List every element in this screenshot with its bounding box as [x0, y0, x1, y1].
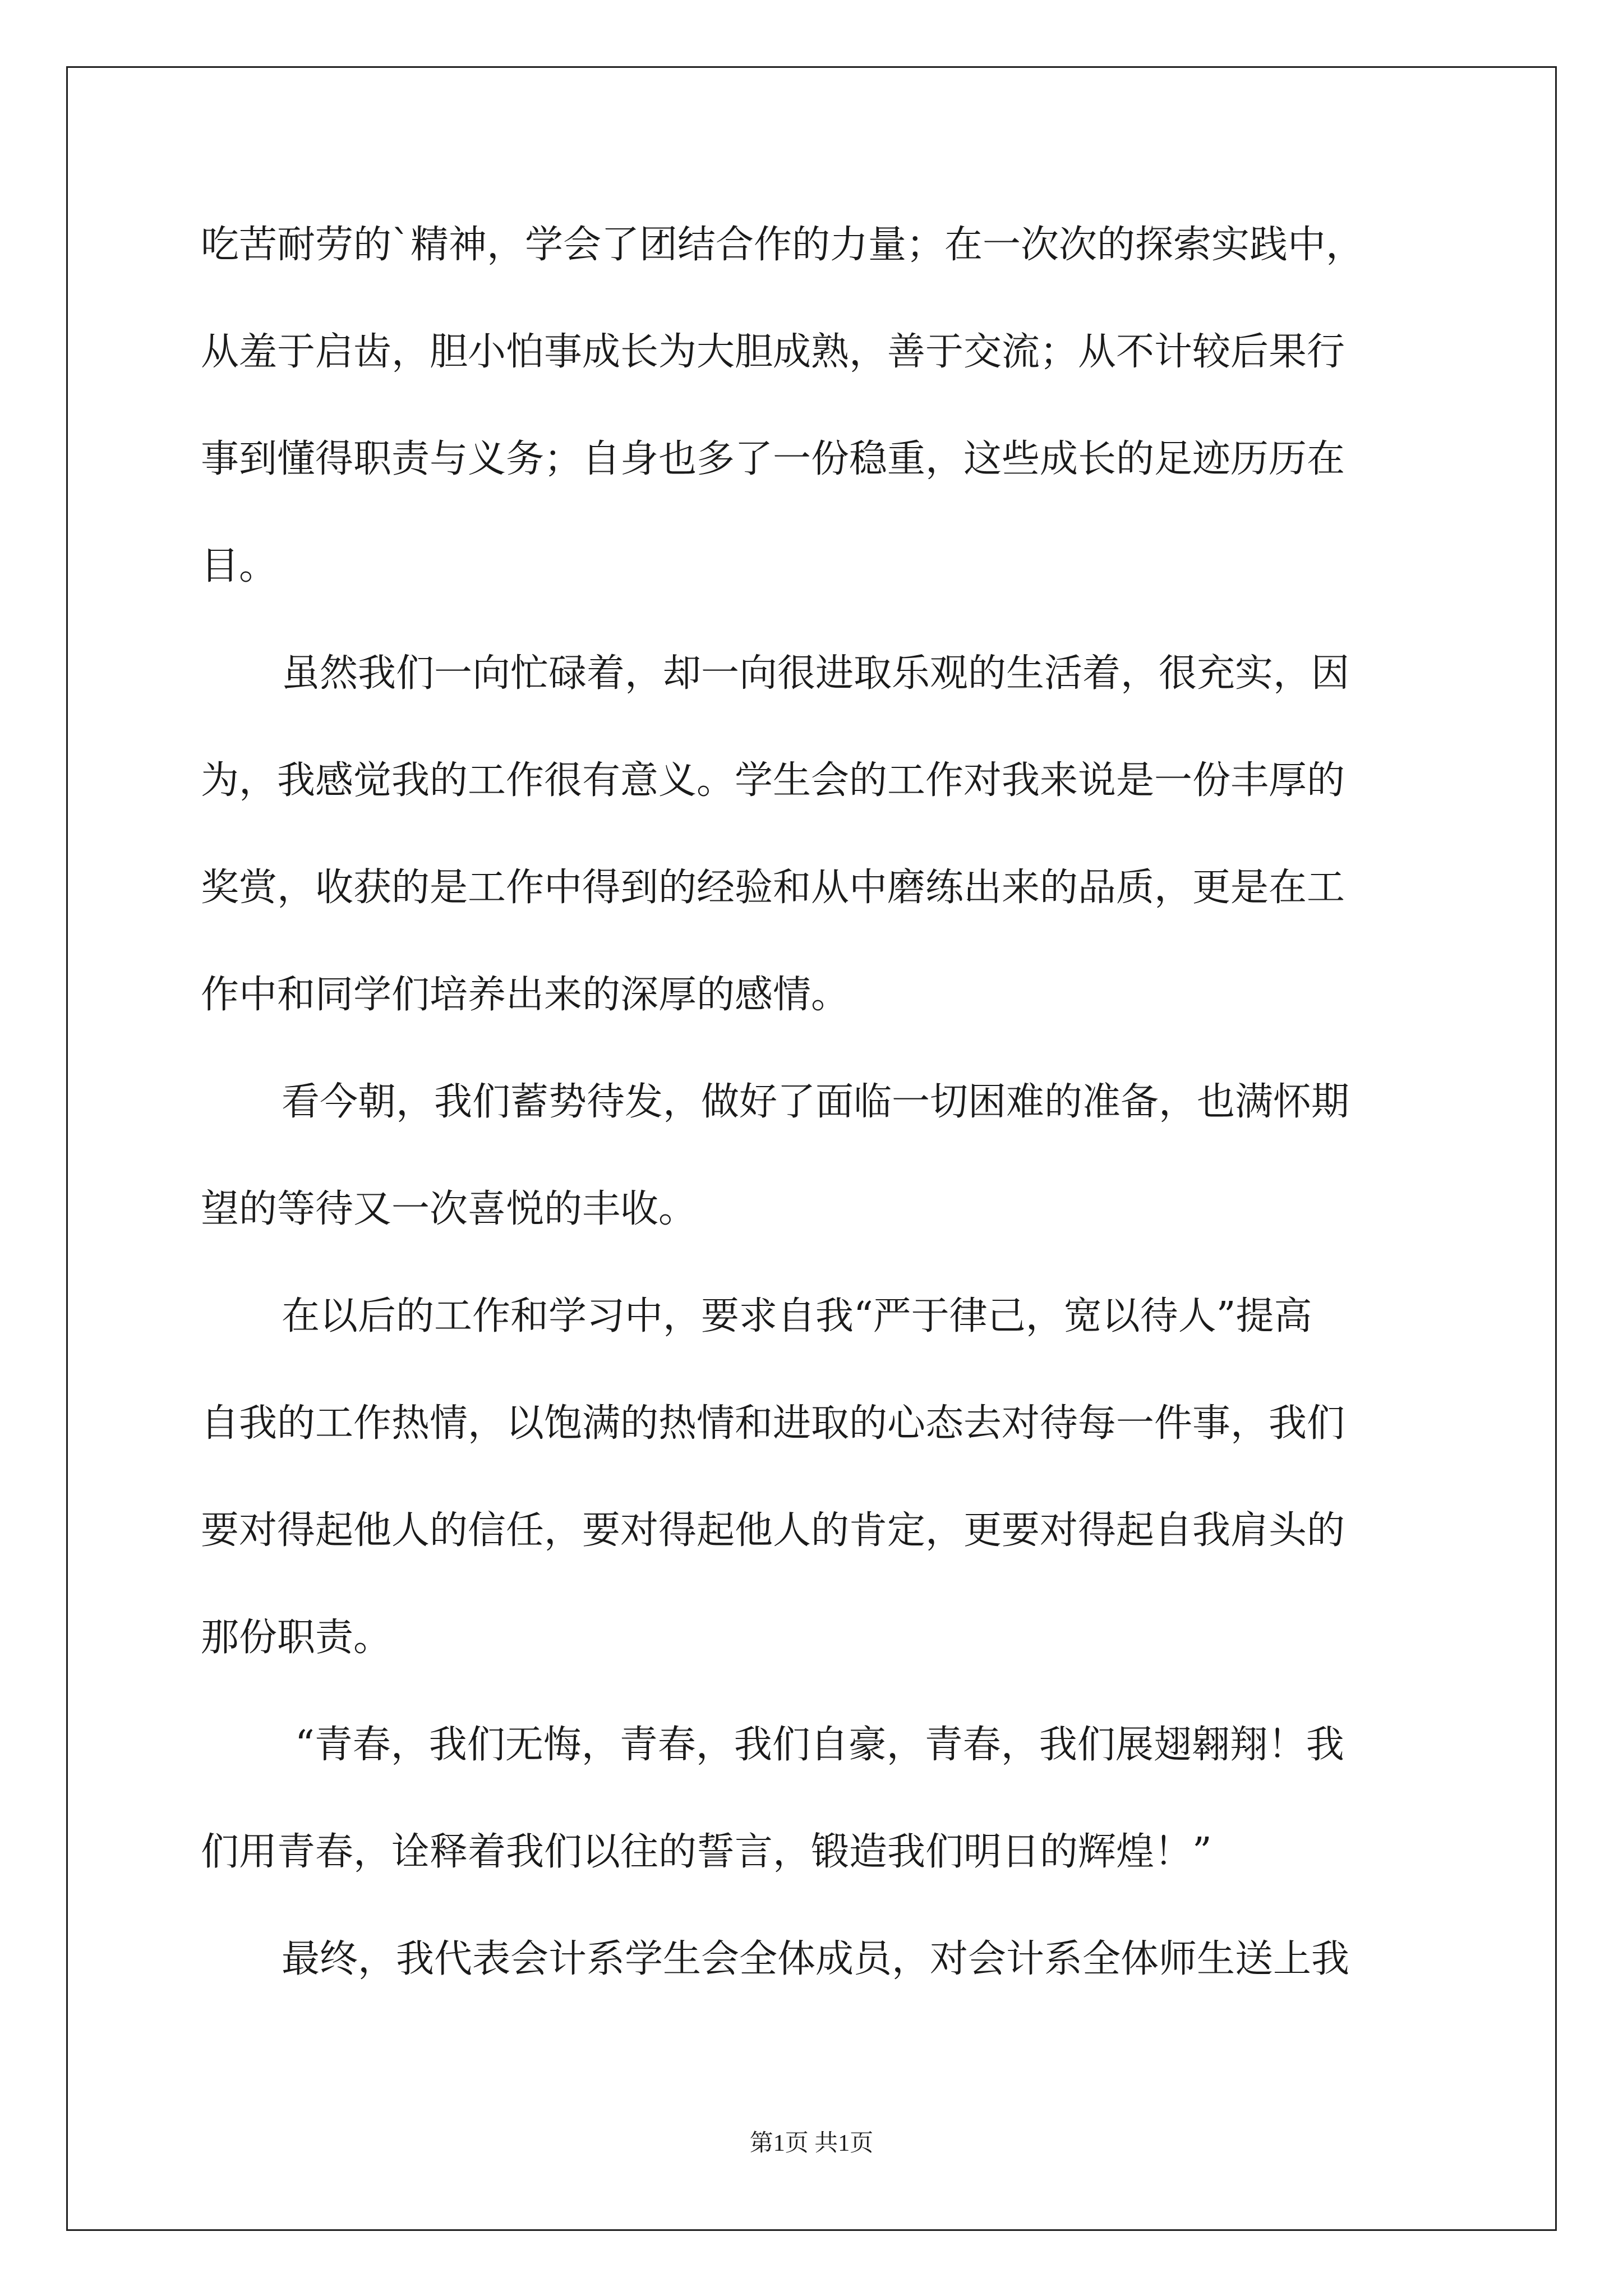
- text-line: 自我的工作热情，以饱满的热情和进取的心态去对待每一件事，我们: [201, 1401, 1345, 1446]
- page-border: [66, 66, 1557, 2231]
- paragraph-start-line: 在以后的工作和学习中，要求自我“严于律己，宽以待人”提高: [282, 1294, 1312, 1338]
- paragraph-start-line: 看今朝，我们蓄势待发，做好了面临一切困难的准备，也满怀期: [282, 1080, 1350, 1124]
- text-line: 吃苦耐劳的`精神，学会了团结合作的力量；在一次次的探索实践中，: [201, 223, 1364, 267]
- text-line: 作中和同学们培养出来的深厚的感情。: [201, 973, 850, 1017]
- paragraph-start-line: 最终，我代表会计系学生会全体成员，对会计系全体师生送上我: [282, 1937, 1350, 1981]
- text-line: 目。: [201, 544, 278, 588]
- paragraph-start-line: 虽然我们一向忙碌着，却一向很进取乐观的生活着，很充实，因: [282, 651, 1350, 696]
- text-line: 望的等待又一次喜悦的丰收。: [201, 1187, 697, 1231]
- text-line: 为，我感觉我的工作很有意义。学生会的工作对我来说是一份丰厚的: [201, 758, 1345, 803]
- text-line: 要对得起他人的信任，要对得起他人的肯定，更要对得起自我肩头的: [201, 1508, 1345, 1553]
- paragraph-start-line: “青春，我们无悔，青春，我们自豪，青春，我们展翅翱翔！我: [295, 1723, 1344, 1767]
- page-footer: 第1页 共1页: [749, 2131, 874, 2156]
- text-line: 奖赏，收获的是工作中得到的经验和从中磨练出来的品质，更是在工: [201, 866, 1345, 910]
- text-line: 那份职责。: [201, 1616, 392, 1660]
- text-line: 们用青春，诠释着我们以往的誓言，锻造我们明日的辉煌！”: [201, 1830, 1212, 1874]
- text-line: 从羞于启齿，胆小怕事成长为大胆成熟，善于交流；从不计较后果行: [201, 330, 1345, 374]
- text-line: 事到懂得职责与义务；自身也多了一份稳重，这些成长的足迹历历在: [201, 437, 1345, 481]
